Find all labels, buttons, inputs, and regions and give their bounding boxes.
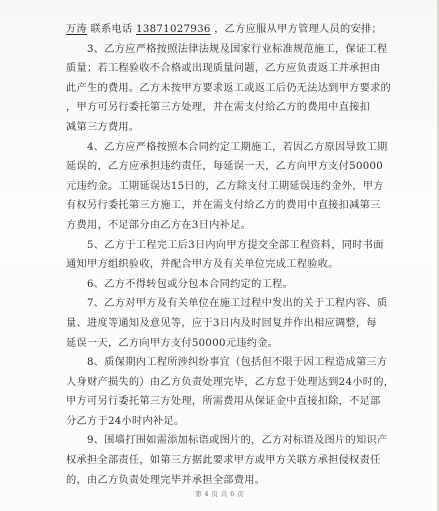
clause-line: 6、乙方不得转包或分包本合同约定的工程。 xyxy=(87,278,294,290)
clause-line: 减第三方费用。 xyxy=(66,121,140,133)
page-number: 第 4 页 共 6 页 xyxy=(194,490,244,498)
clause-line: 通知甲方组织验收，并配合甲方及有关单位完成工程验收。 xyxy=(66,259,339,271)
contact-label: 联系电话 xyxy=(90,24,133,35)
clause-line: 此产生的费用。乙方未按甲方要求返工或返工后仍无法达到甲方要求的 xyxy=(66,82,392,94)
clause-line: ，甲方可另行委托第三方处理，并在需支付给乙方的费用中直接扣 xyxy=(66,102,371,114)
clause-line: 分乙方于24小时内补足。 xyxy=(66,415,185,427)
clause-line: 延误的，乙方应承担违约责任，每延误一天，乙方向甲方支付50000 xyxy=(66,161,384,173)
contact-line xyxy=(66,20,396,40)
clause-line: 量、进度等通知及意见等，应于3日内及时回复并作出相应调整，每 xyxy=(66,317,377,329)
clause-line: 人身财产损失的）由乙方负责处理完毕，乙方怠于处理达到24小时的， xyxy=(66,376,395,388)
clause-line: 4、乙方应严格按照本合同约定工期施工，若因乙方原因导致工期 xyxy=(87,141,388,153)
clause-lines xyxy=(66,40,396,491)
contact-name: 万涛 xyxy=(66,24,87,35)
clause-line: 权承担全部责任，如第三方据此要求甲方或甲方关联方承担侵权责任 xyxy=(66,455,381,467)
clause-line: 3、乙方应严格按照法律法规及国家行业标准规范施工，保证工程 xyxy=(87,43,388,55)
clause-line: 5、乙方于工程完工后3日内向甲方提交全部工程资料，同时书面 xyxy=(87,239,384,251)
clause-line: 7、乙方对甲方及有关单位在施工过程中发出的关于工程内容、质 xyxy=(87,298,388,310)
contract-body xyxy=(66,20,396,490)
clause-line: 质量；若工程验收不合格或出现质量问题，乙方应负责返工并承担由 xyxy=(66,63,381,75)
contact-line-rest: ，乙方应服从甲方管理人员的安排； xyxy=(214,24,382,35)
clause-line: 有权另行委托第三方施工，并在需支付给乙方的费用中直接扣减第三 xyxy=(66,200,381,212)
clause-line: 方费用，不足部分由乙方在3日内补足。 xyxy=(66,219,252,231)
contact-phone: 13871027936 xyxy=(136,24,211,35)
clause-line: 8、质保期内工程所涉纠纷事宜（包括但不限于因工程造成第三方 xyxy=(87,357,388,369)
clause-line: 甲方可另行委托第三方处理，所需费用从保证金中直接扣除，不足部 xyxy=(66,396,381,408)
clause-line: 元违约金。工期延误达15日的，乙方除支付工期延误违约金外，甲方 xyxy=(66,180,384,192)
clause-line: 的，由乙方负责处理完毕并承担全部费用。 xyxy=(66,474,266,486)
clause-line: 延误一天，乙方向甲方支付50000元违约金。 xyxy=(66,337,279,349)
clause-line: 9、围墙打围如需添加标语或图片的，乙方对标语及图片的知识产 xyxy=(87,435,388,447)
